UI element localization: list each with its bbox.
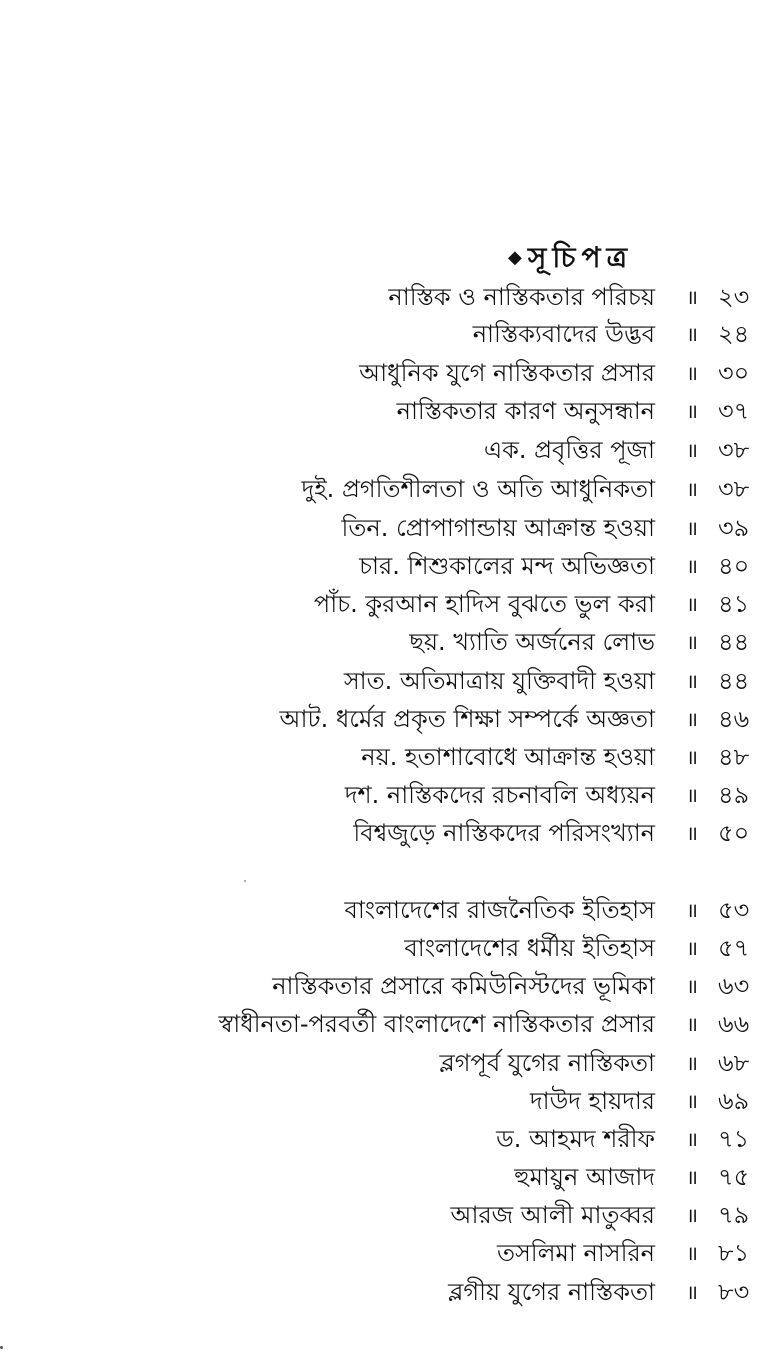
toc-entry-title: নয়. হতাশাবোধে আক্রান্ত হওয়া bbox=[361, 743, 655, 771]
toc-page-number: ৭৫ bbox=[718, 1163, 750, 1191]
toc-page-number: ৩৮ bbox=[718, 475, 750, 503]
toc-entry-title: বাংলাদেশের ধর্মীয় ইতিহাস bbox=[404, 934, 655, 962]
toc-separator: ॥ bbox=[686, 1089, 698, 1113]
toc-page-number: ৬৩ bbox=[718, 972, 750, 1000]
toc-separator: ॥ bbox=[686, 516, 698, 540]
toc-entry bbox=[0, 930, 779, 966]
toc-page-number: ৩৮ bbox=[718, 436, 750, 464]
toc-entry bbox=[0, 1197, 779, 1233]
toc-entry bbox=[0, 393, 779, 429]
toc-page-number: ৮৩ bbox=[718, 1278, 750, 1306]
toc-entry bbox=[0, 1045, 779, 1081]
toc-entry-title: বাংলাদেশের রাজনৈতিক ইতিহাস bbox=[344, 896, 655, 924]
toc-page-number: ২৪ bbox=[718, 320, 750, 348]
scan-speck bbox=[0, 1346, 3, 1349]
toc-entry-title: নাস্তিক্যবাদের উদ্ভব bbox=[472, 320, 655, 348]
toc-entry-title: স্বাধীনতা-পরবর্তী বাংলাদেশে নাস্তিকতার প্রসার bbox=[218, 1010, 655, 1038]
toc-separator: ॥ bbox=[686, 669, 698, 693]
toc-entry-title: ছয়. খ্যাতি অর্জনের লোভ bbox=[409, 628, 655, 656]
scan-speck bbox=[244, 880, 246, 882]
toc-entry-title: হুমায়ুন আজাদ bbox=[514, 1163, 655, 1191]
toc-entry bbox=[0, 1083, 779, 1119]
toc-page-number: ৬৬ bbox=[718, 1010, 750, 1038]
toc-entry-title: চার. শিশুকালের মন্দ অভিজ্ঞতা bbox=[359, 552, 655, 580]
toc-page-number: ৪৯ bbox=[718, 781, 750, 809]
toc-entry bbox=[0, 510, 779, 546]
toc-separator: ॥ bbox=[686, 1241, 698, 1265]
toc-entry bbox=[0, 471, 779, 507]
toc-separator: ॥ bbox=[686, 477, 698, 501]
toc-separator: ॥ bbox=[686, 1203, 698, 1227]
toc-entry-title: পাঁচ. কুরআন হাদিস বুঝতে ভুল করা bbox=[313, 590, 655, 618]
toc-separator: ॥ bbox=[686, 783, 698, 807]
page-title bbox=[508, 236, 633, 283]
toc-entry bbox=[0, 1121, 779, 1157]
toc-separator: ॥ bbox=[686, 322, 698, 346]
toc-entry-title: নাস্তিকতার প্রসারে কমিউনিস্টদের ভূমিকা bbox=[272, 972, 655, 1000]
toc-page-number: ৬৮ bbox=[718, 1049, 750, 1077]
toc-entry-title: তসলিমা নাসরিন bbox=[496, 1239, 655, 1267]
toc-page-number: ৫৩ bbox=[718, 896, 750, 924]
title-text: সূচিপত্র bbox=[527, 241, 634, 274]
toc-page-number: ৪৬ bbox=[718, 705, 750, 733]
toc-entry-title: আরজ আলী মাতুব্বর bbox=[450, 1201, 655, 1229]
toc-page-number: ৪১ bbox=[718, 590, 750, 618]
toc-page-number: ৪৪ bbox=[718, 667, 750, 695]
toc-separator: ॥ bbox=[686, 707, 698, 731]
toc-page-number: ৫৭ bbox=[718, 934, 750, 962]
toc-separator: ॥ bbox=[686, 974, 698, 998]
diamond-bullet-icon: ◆ bbox=[508, 247, 522, 268]
toc-separator: ॥ bbox=[686, 592, 698, 616]
toc-page-number: ৭৯ bbox=[718, 1201, 750, 1229]
toc-separator: ॥ bbox=[686, 745, 698, 769]
toc-entry-title: নাস্তিক ও নাস্তিকতার পরিচয় bbox=[388, 283, 655, 311]
toc-separator: ॥ bbox=[686, 1127, 698, 1151]
toc-page-number: ৪০ bbox=[718, 552, 750, 580]
toc-entry bbox=[0, 432, 779, 468]
toc-page-number: ৮১ bbox=[718, 1239, 750, 1267]
toc-entry bbox=[0, 701, 779, 737]
toc-page-number: ৩০ bbox=[718, 359, 750, 387]
toc-entry bbox=[0, 279, 779, 315]
toc-entry bbox=[0, 1235, 779, 1271]
toc-entry bbox=[0, 663, 779, 699]
toc-separator: ॥ bbox=[686, 898, 698, 922]
toc-entry bbox=[0, 548, 779, 584]
toc-page-number: ৪৮ bbox=[718, 743, 750, 771]
toc-separator: ॥ bbox=[686, 630, 698, 654]
toc-entry-title: আধুনিক যুগে নাস্তিকতার প্রসার bbox=[359, 359, 655, 387]
toc-entry bbox=[0, 355, 779, 391]
toc-entry bbox=[0, 777, 779, 813]
toc-entry-title: তিন. প্রোপাগান্ডায় আক্রান্ত হওয়া bbox=[341, 514, 655, 542]
toc-entry-title: ড. আহমদ শরীফ bbox=[496, 1125, 655, 1153]
toc-entry bbox=[0, 892, 779, 928]
toc-separator: ॥ bbox=[686, 399, 698, 423]
toc-entry-title: নাস্তিকতার কারণ অনুসন্ধান bbox=[396, 397, 655, 425]
toc-separator: ॥ bbox=[686, 936, 698, 960]
toc-separator: ॥ bbox=[686, 361, 698, 385]
toc-page-number: ৭১ bbox=[718, 1125, 750, 1153]
toc-separator: ॥ bbox=[686, 1051, 698, 1075]
toc-separator: ॥ bbox=[686, 1280, 698, 1304]
toc-entry bbox=[0, 815, 779, 851]
toc-entry-title: সাত. অতিমাত্রায় যুক্তিবাদী হওয়া bbox=[343, 667, 655, 695]
toc-entry bbox=[0, 968, 779, 1004]
toc-entry bbox=[0, 1006, 779, 1042]
toc-page-number: ৬৯ bbox=[718, 1087, 750, 1115]
toc-entry-title: দাউদ হায়দার bbox=[530, 1087, 655, 1115]
toc-entry bbox=[0, 739, 779, 775]
toc-entry bbox=[0, 586, 779, 622]
toc-page-number: ৩৯ bbox=[718, 514, 750, 542]
toc-entry-title: ব্লগীয় যুগের নাস্তিকতা bbox=[448, 1278, 655, 1306]
toc-separator: ॥ bbox=[686, 438, 698, 462]
toc-entry bbox=[0, 1159, 779, 1195]
toc-entry-title: বিশ্বজুড়ে নাস্তিকদের পরিসংখ্যান bbox=[353, 819, 655, 847]
toc-page-number: ৫০ bbox=[718, 819, 750, 847]
toc-separator: ॥ bbox=[686, 1012, 698, 1036]
toc-separator: ॥ bbox=[686, 285, 698, 309]
toc-page-number: ৩৭ bbox=[718, 397, 750, 425]
toc-entry-title: আট. ধর্মের প্রকৃত শিক্ষা সম্পর্কে অজ্ঞতা bbox=[279, 705, 655, 733]
toc-entry bbox=[0, 316, 779, 352]
toc-entry-title: এক. প্রবৃত্তির পূজা bbox=[483, 436, 655, 464]
toc-entry bbox=[0, 624, 779, 660]
toc-entry-title: দশ. নাস্তিকদের রচনাবলি অধ্যয়ন bbox=[344, 781, 655, 809]
toc-entry-title: ব্লগপূর্ব যুগের নাস্তিকতা bbox=[439, 1049, 655, 1077]
toc-separator: ॥ bbox=[686, 554, 698, 578]
toc-separator: ॥ bbox=[686, 821, 698, 845]
toc-entry bbox=[0, 1274, 779, 1310]
toc-page-number: ২৩ bbox=[718, 283, 750, 311]
toc-page-number: ৪৪ bbox=[718, 628, 750, 656]
toc-entry-title: দুই. প্রগতিশীলতা ও অতি আধুনিকতা bbox=[301, 475, 655, 503]
toc-separator: ॥ bbox=[686, 1165, 698, 1189]
